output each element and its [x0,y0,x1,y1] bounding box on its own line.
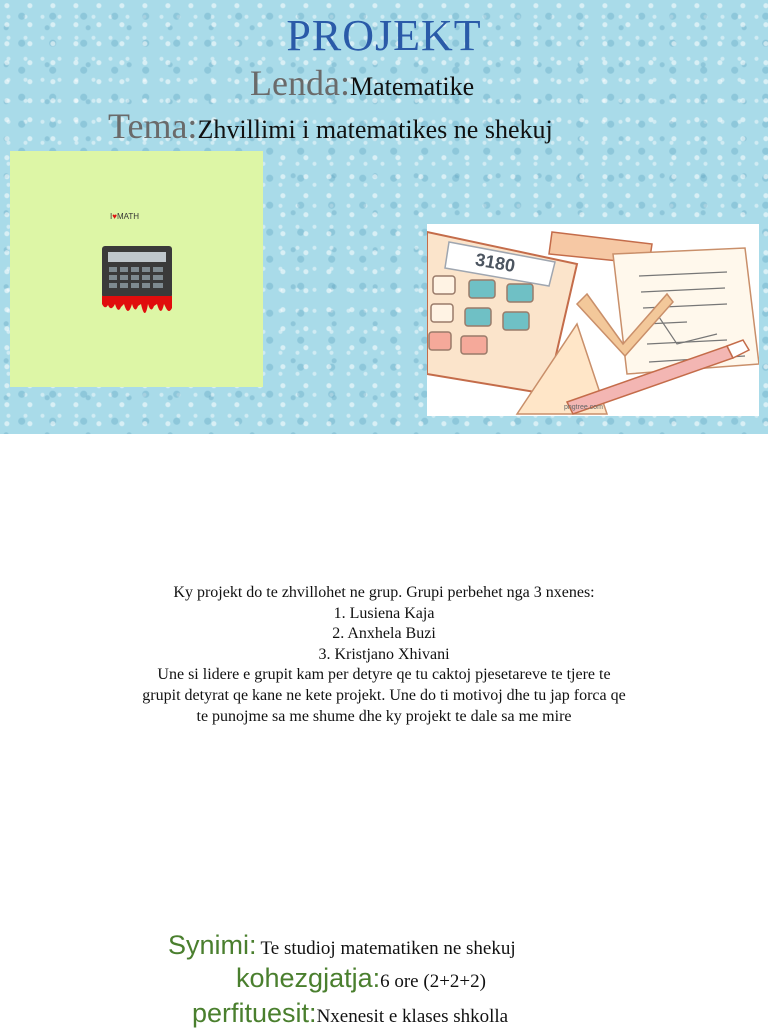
member-item: 3. Kristjano Xhivani [318,645,450,663]
paragraph-line: te punojme sa me shume dhe ky projekt te dale sa me mire [196,707,572,725]
duration-line [236,963,486,994]
subject-line [250,62,474,104]
math-tools-illustration [427,224,759,416]
beneficiaries-label: perfituesit: [192,998,317,1028]
member-item: 1. Lusiena Kaja [333,604,435,622]
goal-label: Synimi: [168,930,257,960]
calculator-display: 3180 [473,249,517,276]
i-love-math-caption: I♥MATH [110,212,140,221]
duration-value: 6 ore (2+2+2) [380,971,486,992]
paragraph-line: Une si lidere e grupit kam per detyre qe tu caktoj pjesetareve te tjere te [157,666,611,684]
group-description [0,583,768,727]
watermark: pngtree.com [564,404,603,411]
page-title: PROJEKT [286,11,482,60]
beneficiaries-line [192,998,508,1029]
topic-label: Tema: [108,106,198,146]
subject-label: Lenda: [250,63,350,103]
calculator-icon [100,244,174,322]
duration-label: kohezgjatja: [236,963,381,993]
topic-value: Zhvillimi i matematikes ne shekuj [197,115,553,144]
topic-line [108,105,553,147]
heart-icon: ♥ [112,212,117,221]
subject-value: Matematike [349,72,475,101]
paragraph-line: grupit detyrat qe kane ne kete projekt. Une do ti motivoj dhe tu jap forca qe [142,686,626,704]
goal-value: Te studioj matematiken ne shekuj [260,938,516,959]
paragraph-line: Ky projekt do te zhvillohet ne grup. Grupi perbehet nga 3 nxenes: [173,584,595,601]
beneficiaries-value: Nxenesit e klases shkolla [316,1006,509,1027]
goal-line [168,930,516,961]
title-slide [0,0,768,434]
member-item: 2. Anxhela Buzi [332,625,436,643]
